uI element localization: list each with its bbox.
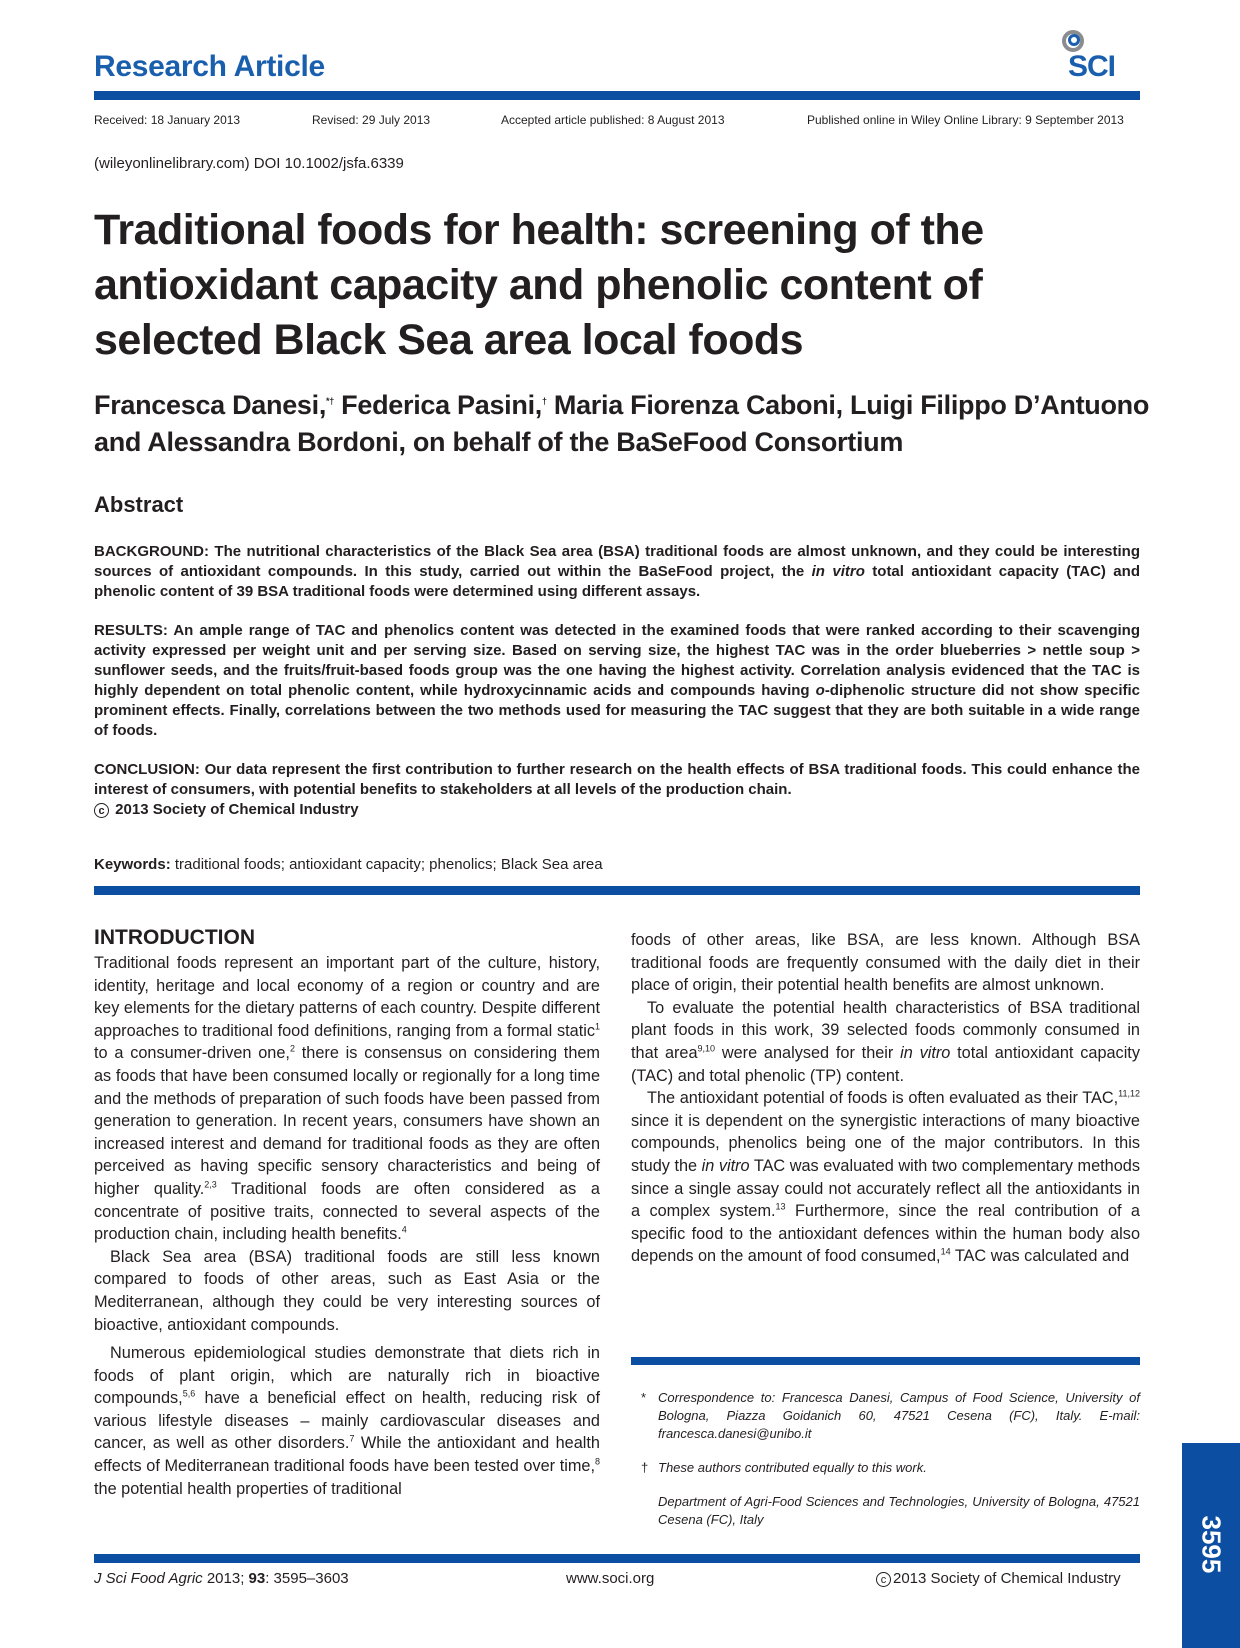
logo-text: SCI <box>1068 50 1116 83</box>
equal-contribution-note: These authors contributed equally to this work. <box>658 1460 927 1475</box>
reference-link[interactable]: 5,6 <box>182 1388 196 1399</box>
abstract-copyright: 2013 Society of Chemical Industry <box>115 801 359 818</box>
abstract-italic: in vitro <box>811 563 865 580</box>
published-date: Published online in Wiley Online Library: 9 September 2013 <box>807 113 1124 127</box>
doi-line[interactable]: (wileyonlinelibrary.com) DOI 10.1002/jsfa.6339 <box>94 155 404 172</box>
keywords <box>94 856 603 873</box>
abstract-results-text: RESULTS: An ample range of TAC and phenolics content was detected in the examined foods that were ranked according to their scavenging activity expressed per weight unit and per serving size. Based on serving size, the highest TAC was in the order blueberries > nettle soup > sunflower seeds, and the fruits/fruit-based foods group was the one having the highest activity. Correlation analysis evidenced that the TAC is highly dependent on total phenolic content, while hydroxycinnamic acids and compounds having <box>94 622 1140 699</box>
abstract-conclusion <box>94 760 1140 820</box>
keywords-label: Keywords: <box>94 856 171 873</box>
section-label: Research Article <box>94 50 325 83</box>
abstract-background-text: total antioxidant capacity (TAC) and phenolic content of 39 BSA traditional foods were determined using different assays. <box>94 563 1140 600</box>
author-pasini[interactable]: Federica Pasini, <box>333 390 542 420</box>
intro-paragraph: foods of other areas, like BSA, are less known. Although BSA traditional foods are frequently consumed with the daily diet in their place of origin, their potential health benefits are almost unknown. <box>631 931 1140 995</box>
abstract-italic: o <box>815 682 825 699</box>
reference-link[interactable]: 8 <box>594 1456 600 1467</box>
abstract-heading: Abstract <box>94 492 184 517</box>
author-others: Maria Fiorenza Caboni, Luigi Filippo D’Antuono and Alessandra Bordoni, on behalf of the BaSeFood Consortium <box>94 390 1150 457</box>
journal-citation: J Sci Food Agric 2013; 93: 3595–3603 <box>94 1570 349 1587</box>
page-number-tab <box>1182 1443 1240 1648</box>
revised-date: Revised: 29 July 2013 <box>312 113 431 127</box>
author-mark: † <box>541 396 547 406</box>
reference-link[interactable]: 2,3 <box>204 1179 217 1190</box>
author-danesi[interactable]: Francesca Danesi, <box>94 390 327 420</box>
sci-logo <box>1050 28 1140 84</box>
footer-rule <box>94 1554 1140 1563</box>
star-mark: * <box>641 1390 647 1405</box>
copyright-icon: c <box>876 1572 891 1587</box>
keywords-text: traditional foods; antioxidant capacity; phenolics; Black Sea area <box>170 856 603 873</box>
dagger-mark: † <box>641 1460 649 1475</box>
reference-link[interactable]: 2 <box>289 1043 295 1054</box>
reference-link[interactable]: 4 <box>401 1224 407 1235</box>
volume: 93 <box>248 1570 266 1587</box>
abstract-results <box>94 621 1140 741</box>
journal-name: J Sci Food Agric <box>94 1570 203 1587</box>
author-mark: *† <box>326 396 334 406</box>
header-rule <box>94 91 1140 100</box>
reference-link[interactable]: 9,10 <box>697 1043 716 1054</box>
logo-inner-ring-icon <box>1068 34 1080 46</box>
reference-link[interactable]: 7 <box>349 1434 355 1445</box>
intro-paragraph: Black Sea area (BSA) traditional foods are still less known compared to foods of other areas, such as East Asia or the Mediterranean, although they could be very interesting sources of bioactive, antioxidant compounds. <box>94 1247 600 1334</box>
reference-link[interactable]: 1 <box>594 1021 600 1032</box>
affiliation-note: Department of Agri-Food Sciences and Technologies, University of Bologna, 47521 Cesena (FC), Italy <box>658 1494 1140 1527</box>
left-column <box>94 952 600 1500</box>
abstract-background <box>94 542 1140 602</box>
intro-paragraph: To evaluate the potential health characteristics of BSA traditional plant foods in this work, 39 selected foods commonly consumed in that area$^{9,10}$ were analysed for their in vitro total antioxidant capacity (TAC) and total phenolic (TP) content. <box>631 998 1140 1085</box>
intro-heading: INTRODUCTION <box>94 926 255 949</box>
article-title: Traditional foods for health: screening of the antioxidant capacity and phenolic content of selected Black Sea area local foods <box>94 206 984 364</box>
reference-link[interactable]: 14 <box>940 1246 951 1257</box>
right-column <box>631 929 1140 1268</box>
intro-paragraph: Numerous epidemiological studies demonstrate that diets rich in foods of plant origin, which are naturally rich in bioactive compounds,$^{5,6}$ have a beneficial effect on health, reducing risk of various lifestyle diseases – mainly cardiovascular diseases and cancer, as well as other disorders.$^7$ While the antioxidant and health effects of Mediterranean traditional foods have been tested over time,$^8$ the potential health properties of traditional <box>94 1344 600 1498</box>
page-number: 3595 <box>1196 1515 1227 1574</box>
abstract-background-text: BACKGROUND: The nutritional characteristics of the Black Sea area (BSA) traditional foods are almost unknown, and they could be interesting sources of antioxidant compounds. In this study, carried out within the BaSeFood project, the <box>94 543 1140 580</box>
intro-paragraph: Traditional foods represent an important part of the culture, history, identity, heritage and local economy of a region or country and are key elements for the dietary patterns of each country. Despite different approaches to traditional food definitions, ranging from a formal static$^1$ to a consumer-driven one,$^2$ there is consensus on considering them as foods that have been consumed locally or regionally for a long time and the methods of preparation of such foods have been passed from generation to generation. In recent years, consumers have shown an increased interest and demand for traditional foods as they are often perceived as having specific sensory characteristics and being of higher quality.$^{2,3}$ Traditional foods are often considered as a concentrate of positive traits, connected to several aspects of the production chain, including health benefits.$^4$ <box>94 954 600 1244</box>
intro-paragraph: The antioxidant potential of foods is often evaluated as their TAC,$^{11,12}$ since it is dependent on the synergistic interactions of many bioactive compounds, phenolics being one of the major contributors. In this study the in vitro TAC was evaluated with two complementary methods since a single assay could not accurately reflect all the antioxidants in a complex system.$^{13}$ Furthermore, since the real contribution of a specific food to the antioxidant defences within the human body also depends on the amount of food consumed,$^{14}$ TAC was calculated and <box>631 1088 1140 1266</box>
abstract-conclusion-text: CONCLUSION: Our data represent the first contribution to further research on the health effects of BSA traditional foods. This could enhance the interest of consumers, with potential benefits to stakeholders at all levels of the production chain. <box>94 761 1140 798</box>
received-date: Received: 18 January 2013 <box>94 113 241 127</box>
copyright-icon: c <box>94 803 109 818</box>
reference-link[interactable]: 11,12 <box>1118 1088 1140 1099</box>
accepted-date: Accepted article published: 8 August 2013 <box>501 113 725 127</box>
abstract-results-text: -diphenolic structure did not show specific prominent effects. Finally, correlations between the two methods used for measuring the TAC suggest that they are both suitable in a wide range of foods. <box>94 682 1141 739</box>
author-list <box>94 387 1154 461</box>
correspondence-note[interactable]: Correspondence to: Francesca Danesi, Campus of Food Science, University of Bologna, Piazza Goidanich 60, 47521 Cesena (FC), Italy. E-mail: francesca.danesi@unibo.it <box>658 1390 1140 1441</box>
footnote-rule <box>631 1357 1140 1365</box>
reference-link[interactable]: 13 <box>775 1201 786 1212</box>
website-link[interactable]: www.soci.org <box>566 1570 655 1587</box>
footer-copyright: c 2013 Society of Chemical Industry <box>876 1570 1121 1587</box>
abstract-rule <box>94 886 1140 895</box>
